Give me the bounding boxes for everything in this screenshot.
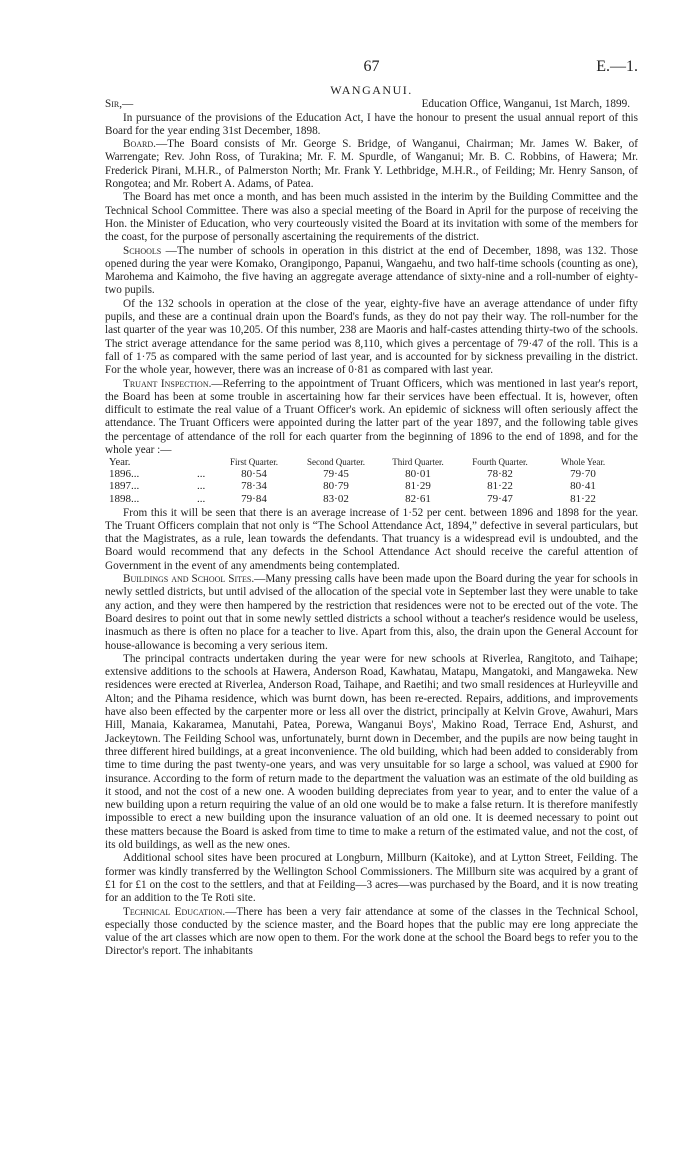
truant-heading: Truant Inspection. bbox=[123, 377, 212, 390]
leader-dots: ... bbox=[197, 493, 206, 505]
buildings-sites-paragraph: Additional school sites have been procured at Longburn, Millburn (Kaitoke), and at Lytton Street, Feilding. The former was kindly transferred by the Wellington School Commissioners. The Millburn site was acquired by a grant of £1 for £1 on the cost to the settlers, and that at Feilding—3 acres—was purchased by the Board, and it is now treating for an addition to the Te Roti site. bbox=[105, 852, 638, 905]
buildings-paragraph bbox=[105, 573, 638, 653]
schools-heading: Schools bbox=[123, 244, 162, 257]
table-row bbox=[105, 480, 625, 493]
section-reference: E.—1. bbox=[596, 58, 638, 75]
schools-text: —The number of schools in operation in this district at the end of December, 1898, was 132. Those opened during the year were Komako, Orangipongo, Papanui, Wangaehu, and two half-time schools (counting as one), Marohema and Kaimoho, the five having an aggregate average attendance of sixty-nine and a roll-number of eighty-two pupils. bbox=[105, 244, 638, 297]
schools-attendance-paragraph: Of the 132 schools in operation at the close of the year, eighty-five have an average attendance of under fifty pupils, and these are a continual drain upon the Board's funds, as they do not pay their way. The roll-number for the last quarter of the year was 10,205. Of this number, 238 are Maoris and half-castes attending thirty-two of the schools. The strict average attendance for the same period was 8,110, which gives a percentage of 79·47 of the roll. This is a fall of 1·75 as compared with the same period of last year, and is accounted for by sickness prevailing in the district. For the whole year, however, there was an increase of 0·81 as compared with last year. bbox=[105, 297, 638, 377]
board-paragraph bbox=[105, 138, 638, 191]
year-cell: 1897... bbox=[109, 480, 140, 493]
salutation-row bbox=[105, 98, 638, 111]
q2-cell: 79·45 bbox=[323, 467, 349, 480]
technical-heading: Technical Education. bbox=[123, 905, 226, 918]
q4-cell: 78·82 bbox=[487, 467, 513, 480]
attendance-table-header bbox=[105, 458, 625, 468]
col-header-q4: Fourth Quarter. bbox=[472, 457, 528, 468]
col-header-q2: Second Quarter. bbox=[307, 457, 365, 468]
table-row bbox=[105, 468, 625, 481]
leader-dots: ... bbox=[197, 467, 206, 480]
col-header-q3: Third Quarter. bbox=[392, 457, 444, 468]
year-cell: 1898... bbox=[109, 493, 140, 505]
page-number: 67 bbox=[363, 58, 380, 75]
col-header-q1: First Quarter. bbox=[230, 457, 278, 468]
schools-paragraph bbox=[105, 245, 638, 298]
q4-cell: 79·47 bbox=[487, 493, 513, 505]
buildings-text: —Many pressing calls have been made upon the Board during the year for schools in newly settled districts, but until advised of the allocation of the special vote in September last they were unable to take any action, and they were then hampered by the restriction that residences were not to be erected out of the vote. The Board desires to point out that in some newly settled districts a school without a teacher's residence would be useless, inasmuch as there is often no place for a teacher to live. Apart from this, also, the drain upon the General Account for house-allowance is becoming a very serious item. bbox=[105, 573, 638, 652]
q2-cell: 83·02 bbox=[323, 493, 349, 505]
truant-paragraph bbox=[105, 378, 638, 458]
truant-text: —Referring to the appointment of Truant Officers, which was mentioned in last year's report, the Board has been at some trouble in ascertaining how far their services have been effectual. It is, however, often difficult to estimate the real value of a Truant Officer's work. An epidemic of sickness will often seriously affect the attendance. The Truant Officers were appointed during the latter part of the year 1897, and the following table gives the percentage of attendance of the roll for each quarter from the beginning of 1896 to the end of 1898, and for the whole year :— bbox=[105, 377, 638, 457]
year-cell: 1896... bbox=[109, 467, 140, 480]
board-heading: Board. bbox=[123, 138, 156, 151]
q1-cell: 80·54 bbox=[241, 467, 267, 480]
whole-year-cell: 79·70 bbox=[570, 467, 596, 480]
technical-text: —There has been a very fair attendance at some of the classes in the Technical School, especially those conducted by the science master, and the Board hopes that the public may ere long appreciate the value of the art classes which are now open to them. For the work done at the school the Board begs to refer you to the Director's report. The inhabitants bbox=[105, 905, 638, 958]
report-title: WANGANUI. bbox=[330, 83, 413, 97]
leader-dots: ... bbox=[197, 480, 206, 493]
attendance-table bbox=[105, 458, 625, 505]
dateline: Education Office, Wanganui, 1st March, 1899. bbox=[421, 98, 630, 111]
board-text: —The Board consists of Mr. George S. Bridge, of Wanganui, Chairman; Mr. James W. Baker, of Warrengate; Rev. John Ross, of Turakina; Mr. F. M. Spurdle, of Wanganui; Mr. B. C. Robbins, of Hawera; Mr. Frederick Pirani, M.H.R., of Palmerston North; Mr. Frank Y. Lethbridge, M.H.R., of Feilding; Mr. Henry Sanson, of Rongotea; and Mr. Robert A. Adams, of Patea. bbox=[105, 138, 638, 191]
q2-cell: 80·79 bbox=[323, 480, 349, 493]
buildings-contracts-paragraph: The principal contracts undertaken during the year were for new schools at Riverlea, Rangitoto, and Taihape; extensive additions to the schools at Hawera, Anderson Road, Kawhatau, Matapu, Mangatoki, and Mangaweka. New residences were erected at Riverlea, Anderson Road, Taihape, and Raetihi; and two small residences at Hurleyville and Alton; and the Pihama residence, which was burnt down, has been re-erected. Repairs, additions, and improvements have also been effected by the carpenter more or less all over the district, principally at Kelvin Grove, Awahuri, Mars Hill, Manaia, Kakaramea, Manutahi, Patea, Porewa, Wanganui Boys', Makino Road, Terrace End, Ashurst, and Jackeytown. The Feilding School was, unfortunately, burnt down in December, and the pupils are now being taught in three different hired buildings, at a great inconvenience. The old building, which had been added to considerably from time to time during the past twenty-one years, and was very unsuitable for so large a school, was valued at £900 for insurance. According to the form of return made to the department the valuation was an estimate of the old building as it stood, and not the cost of a new one. A wooden building depreciates from year to year, and to enter the value of a new building upon a return requiring the value of an old one would be to make a false return. It is therefore manifestly impossible to erect a new building upon the insurance valuation of an old one. It is deemed necessary to point out these matters because the Board is asked from time to time to make a return of the estimated value, and not the cost, of its old buildings, as well as the new ones. bbox=[105, 652, 638, 852]
salutation: Sir,— bbox=[105, 98, 134, 111]
buildings-heading: Buildings and School Sites. bbox=[123, 573, 255, 586]
truant-conclusion-paragraph: From this it will be seen that there is an average increase of 1·52 per cent. between 1896 and 1898 for the year. The Truant Officers complain that not only is “The School Attendance Act, 1894,” defective in several particulars, but that the Magistrates, as a rule, lean towards the defendants. That truancy is a widespread evil is undoubted, and the Board would recommend that any defects in the School Attendance Act should receive the careful attention of Government in the event of any amendments being contemplated. bbox=[105, 506, 638, 572]
whole-year-cell: 81·22 bbox=[570, 493, 596, 505]
table-row bbox=[105, 493, 625, 506]
q3-cell: 81·29 bbox=[405, 480, 431, 493]
q1-cell: 79·84 bbox=[241, 493, 267, 505]
q3-cell: 82·61 bbox=[405, 493, 431, 505]
q1-cell: 78·34 bbox=[241, 480, 267, 493]
col-header-spacer bbox=[197, 458, 213, 468]
page-header bbox=[105, 54, 638, 80]
col-header-year: Year. bbox=[109, 457, 131, 469]
q4-cell: 81·22 bbox=[487, 480, 513, 493]
col-header-whole-year: Whole Year. bbox=[560, 457, 606, 468]
board-meetings-paragraph: The Board has met once a month, and has been much assisted in the interim by the Building Committee and the Technical School Committee. There was also a special meeting of the Board in April for the purpose of receiving the Hon. the Minister of Education, who very courteously visited the Board at its invitation with some of the members for the coast, for the purpose of personally ascertaining the requirements of the district. bbox=[105, 191, 638, 244]
whole-year-cell: 80·41 bbox=[570, 480, 596, 493]
technical-paragraph bbox=[105, 906, 638, 959]
q3-cell: 80·01 bbox=[405, 467, 431, 480]
intro-paragraph: In pursuance of the provisions of the Education Act, I have the honour to present the usual annual report of this Board for the year ending 31st December, 1898. bbox=[105, 111, 638, 137]
